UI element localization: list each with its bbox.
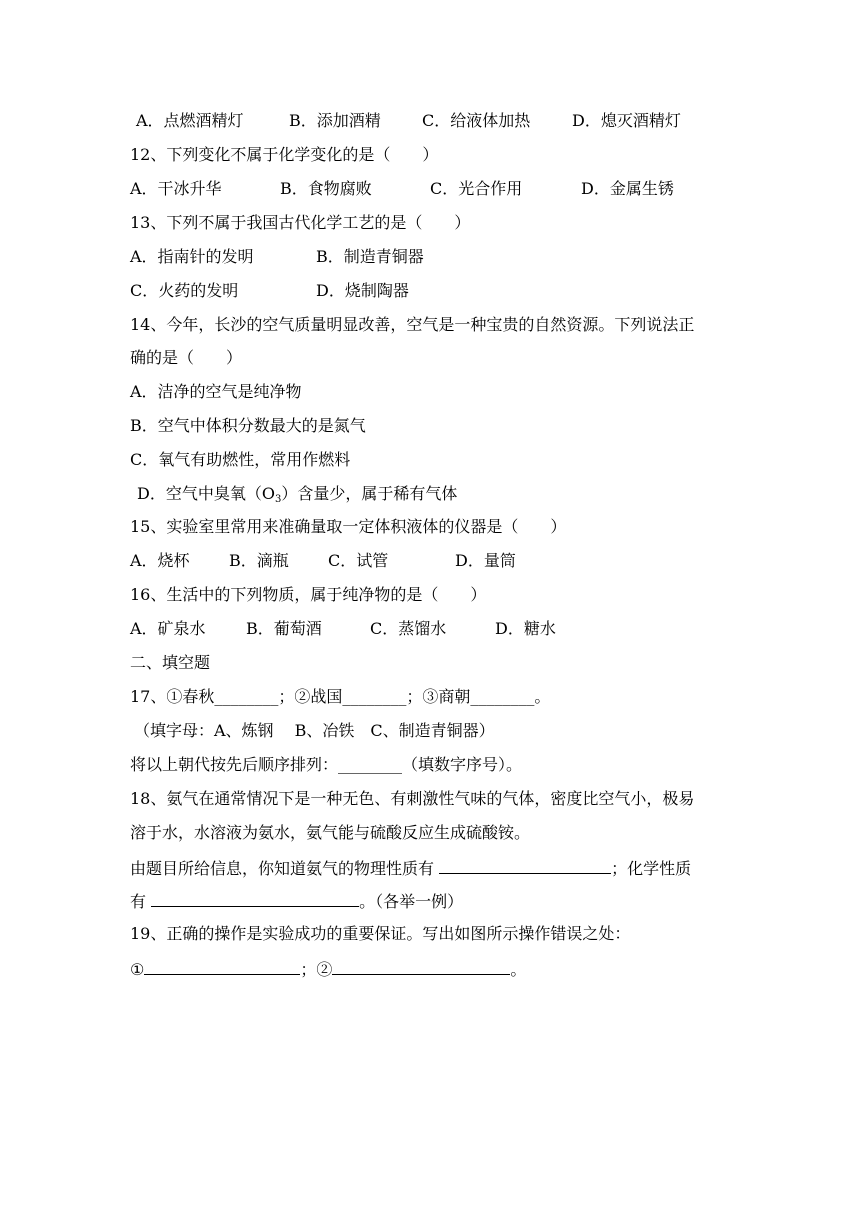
q18-line4-pre: 有 [130,892,152,911]
q12-option-a: A．干冰升华 [130,179,222,198]
error-blank-2[interactable] [332,958,510,975]
q12-option-b: B．食物腐败 [280,179,372,198]
q18-chemical-prompt: ；化学性质 [611,859,692,878]
q14-option-d-post: ）含量少，属于稀有气体 [281,484,458,503]
q11-option-d: D．熄灭酒精灯 [572,111,681,130]
q18-line4-post: 。（各举一例） [359,892,464,911]
q12-stem: 12、下列变化不属于化学变化的是（ ） [130,145,439,164]
q15-option-d: D．量筒 [455,551,516,570]
q12-option-d: D．金属生锈 [581,179,674,198]
q19-end: 。 [510,960,527,979]
q15-option-c: C．试管 [328,551,389,570]
q14-option-b: B．空气中体积分数最大的是氮气 [130,416,366,435]
q18-line1: 18、氨气在通常情况下是一种无色、有刺激性气味的气体，密度比空气小，极易 [130,789,695,808]
q19-stem: 19、正确的操作是实验成功的重要保证。写出如图所示操作错误之处： [130,924,631,943]
q13-option-b: B．制造青铜器 [316,247,424,266]
q14-stem-line2: 确的是（ ） [130,348,243,367]
ozone-subscript: 3 [274,494,282,505]
q19-mark-2: ② [316,960,333,979]
q19-mark-1: ① [130,960,145,979]
q14-option-d [137,484,457,507]
q16-stem: 16、生活中的下列物质，属于纯净物的是（ ） [130,585,487,604]
q16-option-b: B．葡萄酒 [246,619,322,638]
q16-option-d: D．糖水 [495,619,556,638]
q14-option-a: A．洁净的空气是纯净物 [130,382,302,401]
q18-line4 [130,890,463,912]
q18-line3 [130,857,691,879]
physical-property-blank[interactable] [439,857,611,874]
q19-answer-row [130,958,526,980]
q14-stem-line1: 14、今年，长沙的空气质量明显改善，空气是一种宝贵的自然资源。下列说法正 [130,315,695,334]
q12-option-c: C．光合作用 [430,179,523,198]
q19-separator: ； [300,960,317,979]
q17-line1: 17、①春秋________；②战国________；③商朝________。 [130,687,551,706]
q15-option-a: A．烧杯 [130,551,190,570]
q18-physical-prompt: 由题目所给信息，你知道氨气的物理性质有 [130,859,440,878]
q15-stem: 15、实验室里常用来准确量取一定体积液体的仪器是（ ） [130,517,567,536]
q17-line2: （填字母：A、炼钢 B、冶铁 C、制造青铜器） [134,721,495,740]
q11-option-a: A．点燃酒精灯 [136,111,244,130]
q16-option-a: A．矿泉水 [130,619,206,638]
q11-option-b: B．添加酒精 [289,111,381,130]
q13-option-c: C．火药的发明 [130,281,239,300]
q13-option-a: A．指南针的发明 [130,247,254,266]
q13-stem: 13、下列不属于我国古代化学工艺的是（ ） [130,213,471,232]
error-blank-1[interactable] [144,958,300,975]
q16-option-c: C．蒸馏水 [370,619,447,638]
q14-option-c: C．氧气有助燃性，常用作燃料 [130,450,351,469]
q14-option-d-pre: D．空气中臭氧（O [137,484,275,503]
section2-title: 二、填空题 [130,653,211,672]
q13-option-d: D．烧制陶器 [316,281,409,300]
q17-line3: 将以上朝代按先后顺序排列：________（填数字序号）。 [130,755,523,774]
q11-option-c: C．给液体加热 [422,111,531,130]
q18-line2: 溶于水，水溶液为氨水，氨气能与硫酸反应生成硫酸铵。 [130,823,531,842]
q15-option-b: B．滴瓶 [229,551,289,570]
chemical-property-blank[interactable] [151,890,359,907]
